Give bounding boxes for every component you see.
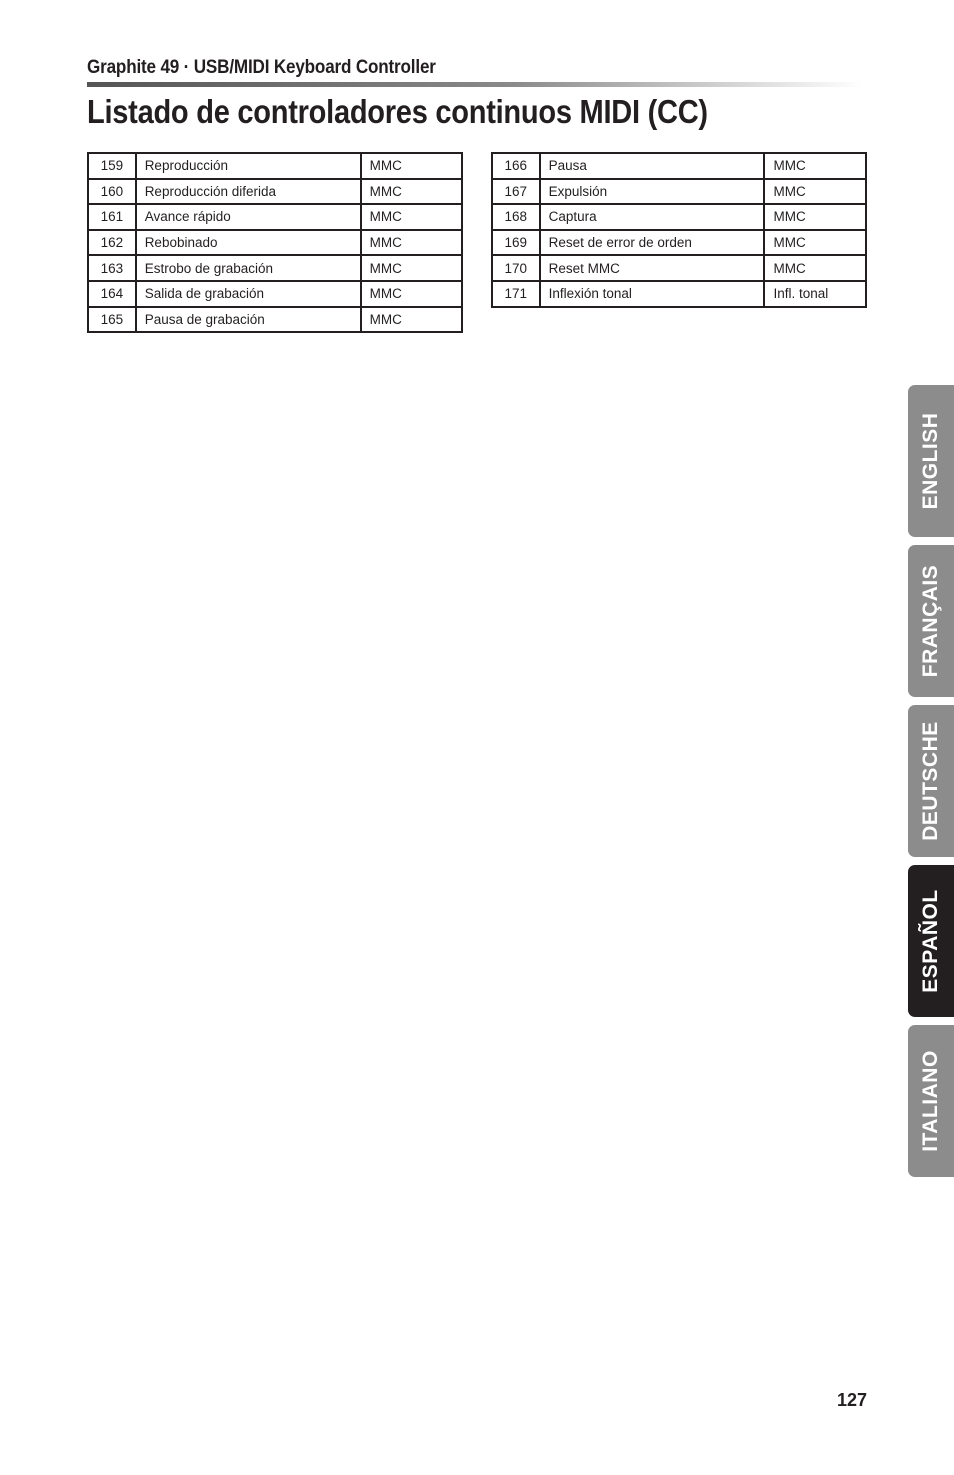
- cc-type: MMC: [361, 307, 462, 333]
- language-tab-label: ESPAÑOL: [919, 889, 942, 993]
- cc-name: Captura: [540, 204, 765, 230]
- cc-name: Reset MMC: [540, 255, 765, 281]
- cc-type: MMC: [764, 179, 866, 205]
- cc-type: MMC: [361, 153, 462, 179]
- cc-name: Rebobinado: [136, 230, 361, 256]
- cc-number: 167: [492, 179, 540, 205]
- cc-type: MMC: [764, 230, 866, 256]
- table-row: [492, 281, 866, 307]
- page-title: Listado de controladores continuos MIDI (CC): [87, 93, 708, 130]
- cc-number: 164: [88, 281, 136, 307]
- cc-name: Salida de grabación: [136, 281, 361, 307]
- table-row: [88, 255, 462, 281]
- cc-number: 169: [492, 230, 540, 256]
- language-tab-deutsche[interactable]: [908, 705, 954, 857]
- table-row: [88, 153, 462, 179]
- page-number: 127: [836, 1390, 867, 1410]
- cc-number: 163: [88, 255, 136, 281]
- language-tab-label: ENGLISH: [919, 412, 942, 510]
- cc-table-right: [491, 152, 867, 308]
- cc-number: 171: [492, 281, 540, 307]
- cc-type: MMC: [764, 255, 866, 281]
- cc-type: MMC: [764, 204, 866, 230]
- cc-number: 166: [492, 153, 540, 179]
- cc-name: Pausa de grabación: [136, 307, 361, 333]
- cc-type: MMC: [764, 153, 866, 179]
- cc-name: Avance rápido: [136, 204, 361, 230]
- cc-type: MMC: [361, 204, 462, 230]
- cc-name: Inflexión tonal: [540, 281, 765, 307]
- table-row: [88, 281, 462, 307]
- cc-number: 168: [492, 204, 540, 230]
- header-product-line: Graphite 49 · USB/MIDI Keyboard Controller: [87, 57, 436, 78]
- cc-name: Estrobo de grabación: [136, 255, 361, 281]
- cc-table-left: [87, 152, 463, 333]
- table-row: [492, 230, 866, 256]
- header-rule: [87, 82, 862, 87]
- cc-number: 160: [88, 179, 136, 205]
- language-tab-english[interactable]: [908, 385, 954, 537]
- table-row: [492, 204, 866, 230]
- cc-number: 162: [88, 230, 136, 256]
- table-row: [492, 153, 866, 179]
- cc-name: Pausa: [540, 153, 765, 179]
- table-row: [88, 230, 462, 256]
- cc-number: 161: [88, 204, 136, 230]
- table-row: [492, 255, 866, 281]
- table-row: [88, 204, 462, 230]
- cc-name: Reproducción diferida: [136, 179, 361, 205]
- language-tab-italiano[interactable]: [908, 1025, 954, 1177]
- cc-type: MMC: [361, 281, 462, 307]
- cc-name: Reset de error de orden: [540, 230, 765, 256]
- language-tab-label: DEUTSCHE: [919, 721, 942, 841]
- cc-type: MMC: [361, 255, 462, 281]
- cc-name: Reproducción: [136, 153, 361, 179]
- cc-type: MMC: [361, 230, 462, 256]
- cc-number: 170: [492, 255, 540, 281]
- language-tab-label: ITALIANO: [919, 1050, 942, 1152]
- table-row: [492, 179, 866, 205]
- cc-number: 159: [88, 153, 136, 179]
- language-tab-label: FRANÇAIS: [919, 564, 942, 678]
- cc-type: MMC: [361, 179, 462, 205]
- language-tab-espanol[interactable]: [908, 865, 954, 1017]
- table-row: [88, 179, 462, 205]
- language-tab-francais[interactable]: [908, 545, 954, 697]
- table-row: [88, 307, 462, 333]
- cc-type: Infl. tonal: [764, 281, 866, 307]
- cc-number: 165: [88, 307, 136, 333]
- cc-name: Expulsión: [540, 179, 765, 205]
